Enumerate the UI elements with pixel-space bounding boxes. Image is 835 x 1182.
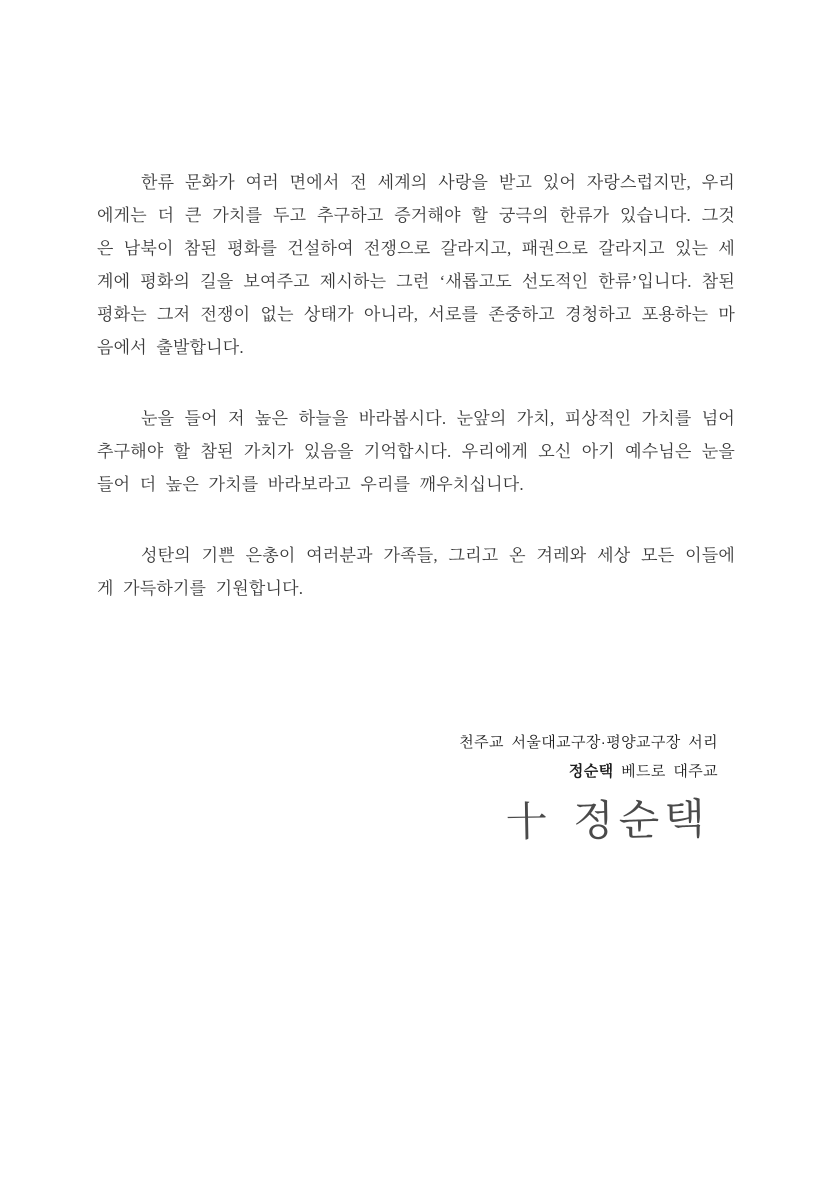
paragraph-christmas-blessing: 성탄의 기쁜 은총이 여러분과 가족들, 그리고 온 겨레와 세상 모든 이들에게 가득하기를 기원합니다. [97,546,735,598]
letter-body [97,166,735,605]
handwritten-signature: 十 정순택 [505,794,711,847]
archbishop-name: 정순택 [568,763,614,780]
archbishop-title-rest: 베드로 대주교 [613,763,718,780]
paragraph-hallyu-peace: 한류 문화가 여러 면에서 전 세계의 사랑을 받고 있어 자랑스럽지만, 우리에게는 더 큰 가치를 두고 추구하고 증거해야 할 궁극의 한류가 있습니다. 그것은 남북이 참된 평화를 건설하여 전쟁으로 갈라지고, 패권으로 갈라지고 있는 세계에 평화의 길을 보여주고 제시하는 그런 ‘새롭고도 선도적인 한류’입니다. 참된 평화는 그저 전쟁이 없는 상태가 아니라, 서로를 존중하고 경청하고 포용하는 마음에서 출발합니다. [97,173,735,357]
paragraph-lift-eyes: 눈을 들어 저 높은 하늘을 바라봅시다. 눈앞의 가치, 피상적인 가치를 넘어 추구해야 할 참된 가치가 있음을 기억합시다. 우리에게 오신 아기 예수님은 눈을 들어 더 높은 가치를 바라보라고 우리를 깨우치십니다. [97,409,735,494]
signoff-title-line: 천주교 서울대교구장·평양교구장 서리 [459,734,718,751]
signoff-name-line [459,757,718,786]
signoff-block [459,728,718,847]
